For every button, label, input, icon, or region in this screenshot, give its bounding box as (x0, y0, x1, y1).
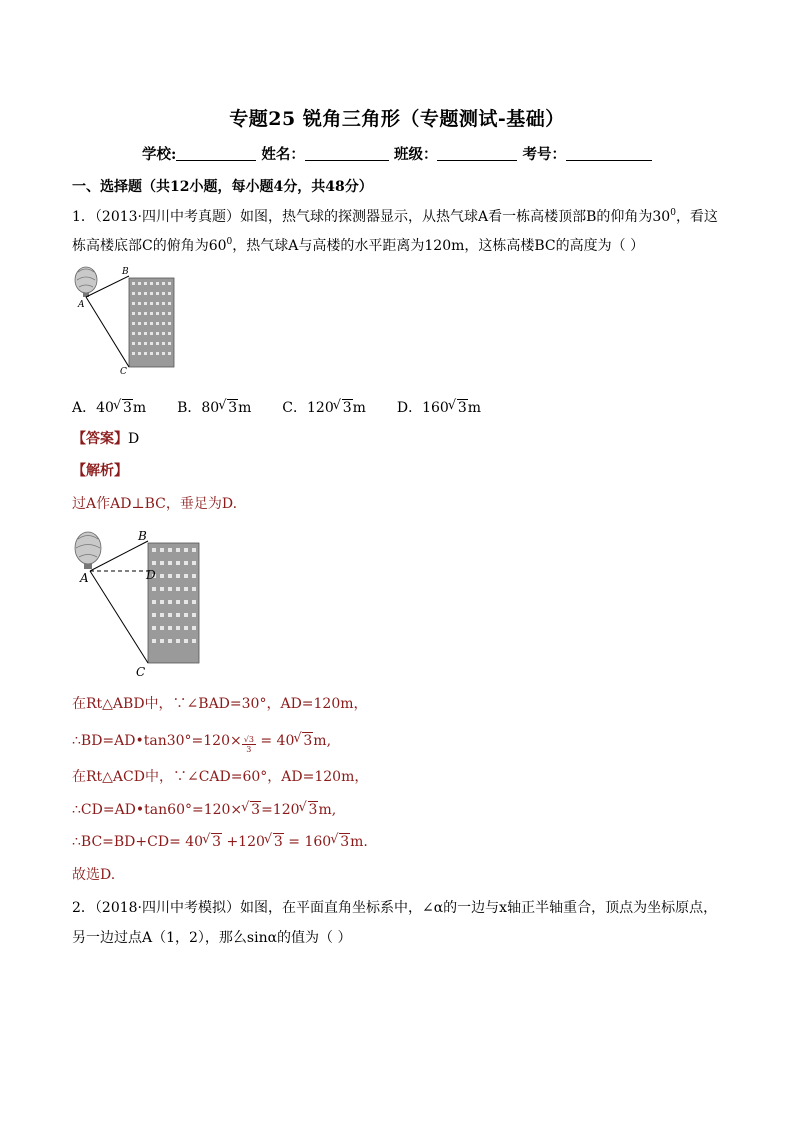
exam-no-label: 考号： (522, 146, 567, 163)
fig2-label-d: D (146, 568, 156, 582)
school-label: 学校: (141, 146, 177, 163)
answer-label: 【答案】 (72, 431, 128, 447)
fig1-label-b: B (122, 267, 129, 277)
solution-step-6: ∴BC=BD+CD= 40√ 3 +120√ 3 = 160√ 3m. (72, 832, 368, 852)
building-icon (129, 278, 174, 367)
school-blank[interactable] (176, 145, 256, 161)
solution-step-4: 在Rt△ACD中，∵∠CAD=60°，AD=120m， (72, 769, 369, 785)
option-b[interactable]: B．80√ 3m (177, 400, 251, 416)
name-blank[interactable] (305, 145, 389, 161)
answer-value: D (128, 431, 140, 447)
q1-stem-line2: 栋高楼底部C的俯角为$60^0$，热气球A与高楼的水平距离为120m，这栋高楼BC的高度为（ ） (72, 237, 645, 254)
page-title: 专题25 锐角三角形（专题测试-基础） (229, 108, 565, 130)
solution-step-1: 过A作AD⊥BC，垂足为D. (72, 496, 238, 512)
fig1-label-a: A (78, 300, 85, 310)
student-info-line (0, 143, 794, 164)
solution-step-3: ∴BD=AD•tan30°=120× $\frac{√3}{3}$ = 40√ 3m, (72, 731, 331, 754)
section-heading: 一、选择题（共12小题，每小题4分，共48分） (72, 179, 373, 195)
option-a[interactable]: A．40√ 3m (72, 400, 146, 416)
solution-step-2: 在Rt△ABD中，∵∠BAD=30°，AD=120m， (72, 696, 368, 712)
q1-figure-balloon-building (72, 262, 182, 377)
name-label: 姓名： (261, 146, 305, 163)
q1-options (72, 398, 481, 418)
fig1-label-c: C (120, 367, 127, 377)
q1-stem-line1: 1．（2013·四川中考真题）如图，热气球的探测器显示，从热气球A看一栋高楼顶部B的仰角为$30^0$，看这 (72, 208, 718, 225)
building-icon (148, 543, 199, 663)
q1-answer (72, 429, 139, 449)
solution-step-5: ∴CD=AD•tan60°=120×√ 3=120√ 3m, (72, 800, 336, 820)
option-d[interactable]: D．160√ 3m (397, 400, 481, 416)
q1-solution-figure (72, 525, 207, 680)
option-c[interactable]: C．120√ 3m (282, 400, 366, 416)
fig2-label-c: C (136, 665, 146, 679)
fig2-label-a: A (80, 571, 89, 585)
exam-no-blank[interactable] (566, 145, 652, 161)
q2-stem-line2: 另一边过点A（1，2），那么sinα的值为（ ） (72, 930, 352, 946)
balloon-icon (75, 532, 101, 569)
fig2-label-b: B (138, 529, 147, 543)
q2-stem-line1: 2．（2018·四川中考模拟）如图，在平面直角坐标系中，∠α的一边与x轴正半轴重合，顶点为坐标原点， (72, 900, 718, 916)
class-blank[interactable] (437, 145, 517, 161)
class-label: 班级： (393, 146, 438, 163)
solution-step-7: 故选D. (72, 867, 116, 883)
analysis-label: 【解析】 (72, 463, 128, 479)
balloon-icon (75, 267, 97, 297)
